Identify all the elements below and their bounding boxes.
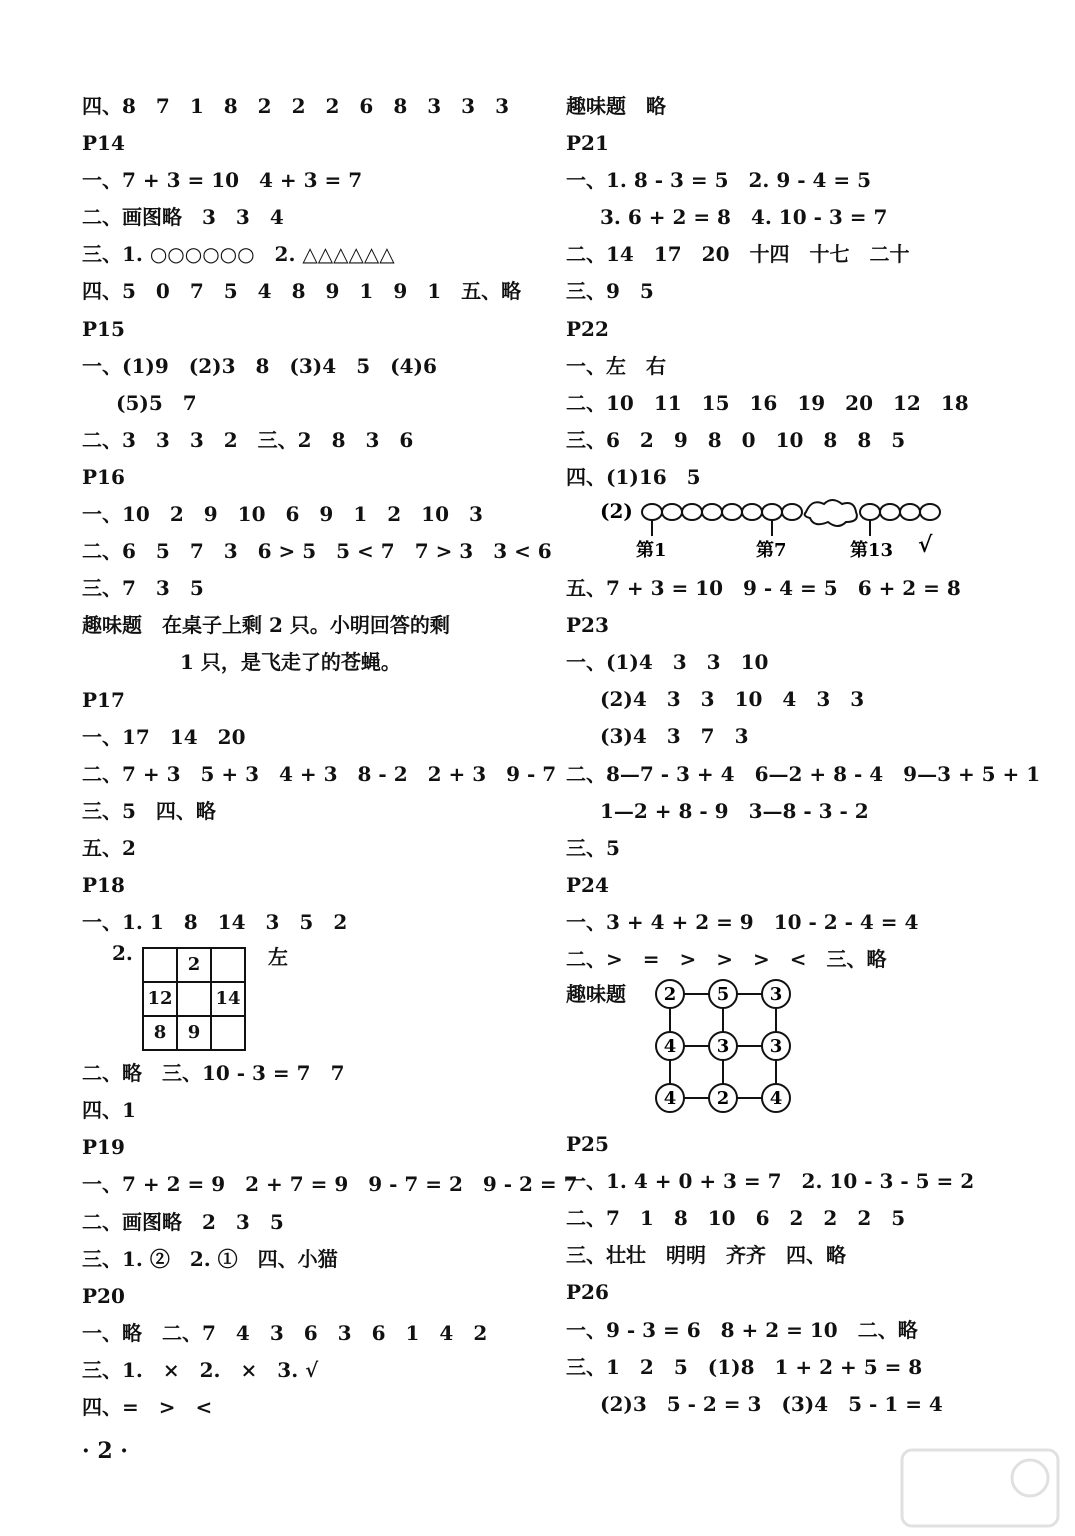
bead-mark-7: 第7	[756, 540, 787, 562]
answer-line: 二、10 11 15 16 19 20 12 18	[566, 390, 969, 415]
answer-line: 一、7 + 2 = 9 2 + 7 = 9 9 - 7 = 2 9 - 2 = 7	[82, 1172, 578, 1197]
grid-cell: 9	[177, 1016, 211, 1050]
grid-cell: 8	[143, 1016, 177, 1050]
answer-line: 四、(1)16 5	[566, 464, 701, 489]
answer-line: 三、9 5	[566, 279, 654, 304]
number-grid-block	[82, 941, 552, 1055]
answer-line: 五、2	[82, 835, 136, 860]
beads	[642, 500, 940, 526]
answer-line: 一、1. 8 - 3 = 5 2. 9 - 4 = 5	[566, 168, 871, 193]
bead-icon	[782, 504, 802, 520]
answer-line: 一、10 2 9 10 6 9 1 2 10 3	[82, 502, 483, 527]
fun-question-cont: 1 只，是飞走了的苍蝇。	[180, 650, 401, 675]
circle-value: 3	[769, 984, 783, 1006]
answer-line: 1—2 + 8 - 9 3—8 - 3 - 2	[600, 798, 869, 823]
circle-value: 4	[663, 1036, 677, 1058]
bead-diagram-block	[566, 496, 1036, 570]
answer-line: 四、1	[82, 1098, 136, 1123]
answer-line: 二、画图略 3 3 4	[82, 205, 284, 230]
answer-line: (5)5 7	[116, 390, 197, 415]
answer-line: 一、略 二、7 4 3 6 3 6 1 4 2	[82, 1320, 488, 1345]
grid-cell: 2	[177, 948, 211, 982]
fun-question-label: 趣味题	[566, 982, 626, 1007]
fun-question: 趣味题 略	[566, 94, 666, 118]
bead-diagram	[600, 496, 960, 570]
grid-label: 2.	[112, 941, 133, 966]
answer-line: 五、7 + 3 = 10 9 - 4 = 5 6 + 2 = 8	[566, 576, 961, 601]
page-heading: P15	[82, 316, 125, 341]
watermark-logo-icon	[900, 1448, 1060, 1528]
page-heading: P16	[82, 464, 125, 489]
bead-icon	[642, 504, 662, 520]
bead-icon	[682, 504, 702, 520]
circle-value: 2	[716, 1088, 730, 1110]
page-heading: P26	[566, 1280, 609, 1305]
answer-line: 一、1. 1 8 14 3 5 2	[82, 910, 348, 935]
answer-line: 一、3 + 4 + 2 = 9 10 - 2 - 4 = 4	[566, 909, 919, 934]
grid-cell: 14	[211, 982, 245, 1016]
answer-line: 一、左 右	[566, 353, 666, 378]
bead-icon	[742, 504, 762, 520]
page-heading: P14	[82, 131, 125, 156]
circle-value: 3	[769, 1036, 783, 1058]
answer-line: 三、1. × 2. × 3. √	[82, 1357, 319, 1382]
page-heading: P25	[566, 1132, 609, 1157]
grid-cell	[143, 948, 177, 982]
bead-icon	[762, 504, 782, 520]
answer-line: 一、17 14 20	[82, 724, 246, 749]
answer-line: (3)4 3 7 3	[600, 724, 749, 749]
answer-line: 三、1. ② 2. ① 四、小猫	[82, 1246, 338, 1271]
cloud-icon	[805, 500, 857, 526]
page-heading: P22	[566, 316, 609, 341]
answer-line: 二、14 17 20 十四 十七 二十	[566, 242, 910, 267]
answer-line: 二、7 1 8 10 6 2 2 2 5	[566, 1206, 906, 1231]
answer-line: 二、8—7 - 3 + 4 6—2 + 8 - 4 9—3 + 5 + 1	[566, 761, 1041, 786]
answer-line: 四、= > <	[82, 1395, 213, 1419]
circle-value: 4	[663, 1088, 677, 1110]
answer-line: (2)4 3 3 10 4 3 3	[600, 687, 865, 712]
answer-line: 二、3 3 3 2 三、2 8 3 6	[82, 427, 414, 452]
bead-label: (2)	[600, 499, 633, 524]
page-heading: P20	[82, 1283, 125, 1308]
answer-line: 二、画图略 2 3 5	[82, 1209, 284, 1234]
answer-line: 三、7 3 5	[82, 576, 204, 601]
answer-line: 一、(1)9 (2)3 8 (3)4 5 (4)6	[82, 353, 437, 378]
grid-cell	[177, 982, 211, 1016]
bead-icon	[860, 504, 880, 520]
bead-icon	[662, 504, 682, 520]
answer-line: 三、壮壮 明明 齐齐 四、略	[566, 1243, 846, 1268]
check-icon: √	[918, 532, 933, 559]
grid-cell: 12	[143, 982, 177, 1016]
bead-mark-1: 第1	[636, 540, 667, 562]
page-heading: P24	[566, 872, 609, 897]
grid-direction: 左	[268, 945, 288, 970]
circle-value: 4	[769, 1088, 783, 1110]
answer-line: 3. 6 + 2 = 8 4. 10 - 3 = 7	[600, 205, 888, 230]
bead-icon	[702, 504, 722, 520]
fun-question: 趣味题 在桌子上剩 2 只。小明回答的剩	[82, 613, 450, 638]
bead-icon	[900, 504, 920, 520]
circle-value: 2	[663, 984, 677, 1006]
answer-line: 四、8 7 1 8 2 2 2 6 8 3 3 3	[82, 94, 509, 118]
answer-line: 三、6 2 9 8 0 10 8 8 5	[566, 427, 906, 452]
answer-line: 一、1. 4 + 0 + 3 = 7 2. 10 - 3 - 5 = 2	[566, 1169, 975, 1194]
right-column	[566, 88, 1041, 1423]
answer-line: 三、5	[566, 835, 620, 860]
answer-line: 三、1. ○○○○○○ 2. △△△△△△	[82, 242, 395, 267]
left-column	[82, 88, 578, 1426]
page-heading: P18	[82, 872, 125, 897]
answer-line: 四、5 0 7 5 4 8 9 1 9 1 五、略	[82, 279, 522, 304]
answer-line: 三、5 四、略	[82, 798, 216, 823]
bead-icon	[920, 504, 940, 520]
page-heading: P19	[82, 1135, 125, 1160]
page-heading: P21	[566, 131, 609, 156]
circle-grid	[646, 978, 826, 1126]
answer-line: 二、6 5 7 3 6 > 5 5 < 7 7 > 3 3 < 6	[82, 539, 552, 564]
circle-value: 5	[716, 984, 730, 1006]
page-heading: P17	[82, 687, 125, 712]
page-number: · 2 ·	[82, 1438, 128, 1464]
answer-line: 二、> = > > > < 三、略	[566, 946, 887, 971]
bead-icon	[880, 504, 900, 520]
circle-grid-block	[566, 978, 1036, 1126]
bead-icon	[722, 504, 742, 520]
answer-line: 二、7 + 3 5 + 3 4 + 3 8 - 2 2 + 3 9 - 7	[82, 761, 557, 786]
grid-cell	[211, 948, 245, 982]
answer-line: 三、1 2 5 (1)8 1 + 2 + 5 = 8	[566, 1354, 923, 1379]
answer-line: 二、略 三、10 - 3 = 7 7	[82, 1061, 345, 1086]
page-heading: P23	[566, 613, 609, 638]
number-grid	[142, 947, 246, 1051]
answer-line: 一、9 - 3 = 6 8 + 2 = 10 二、略	[566, 1317, 918, 1342]
grid-cell	[211, 1016, 245, 1050]
bead-mark-13: 第13	[850, 540, 894, 562]
answer-line: (2)3 5 - 2 = 3 (3)4 5 - 1 = 4	[600, 1391, 943, 1416]
circle-value: 3	[716, 1036, 730, 1058]
answer-line: 一、(1)4 3 3 10	[566, 650, 769, 675]
answer-line: 一、7 + 3 = 10 4 + 3 = 7	[82, 168, 363, 193]
